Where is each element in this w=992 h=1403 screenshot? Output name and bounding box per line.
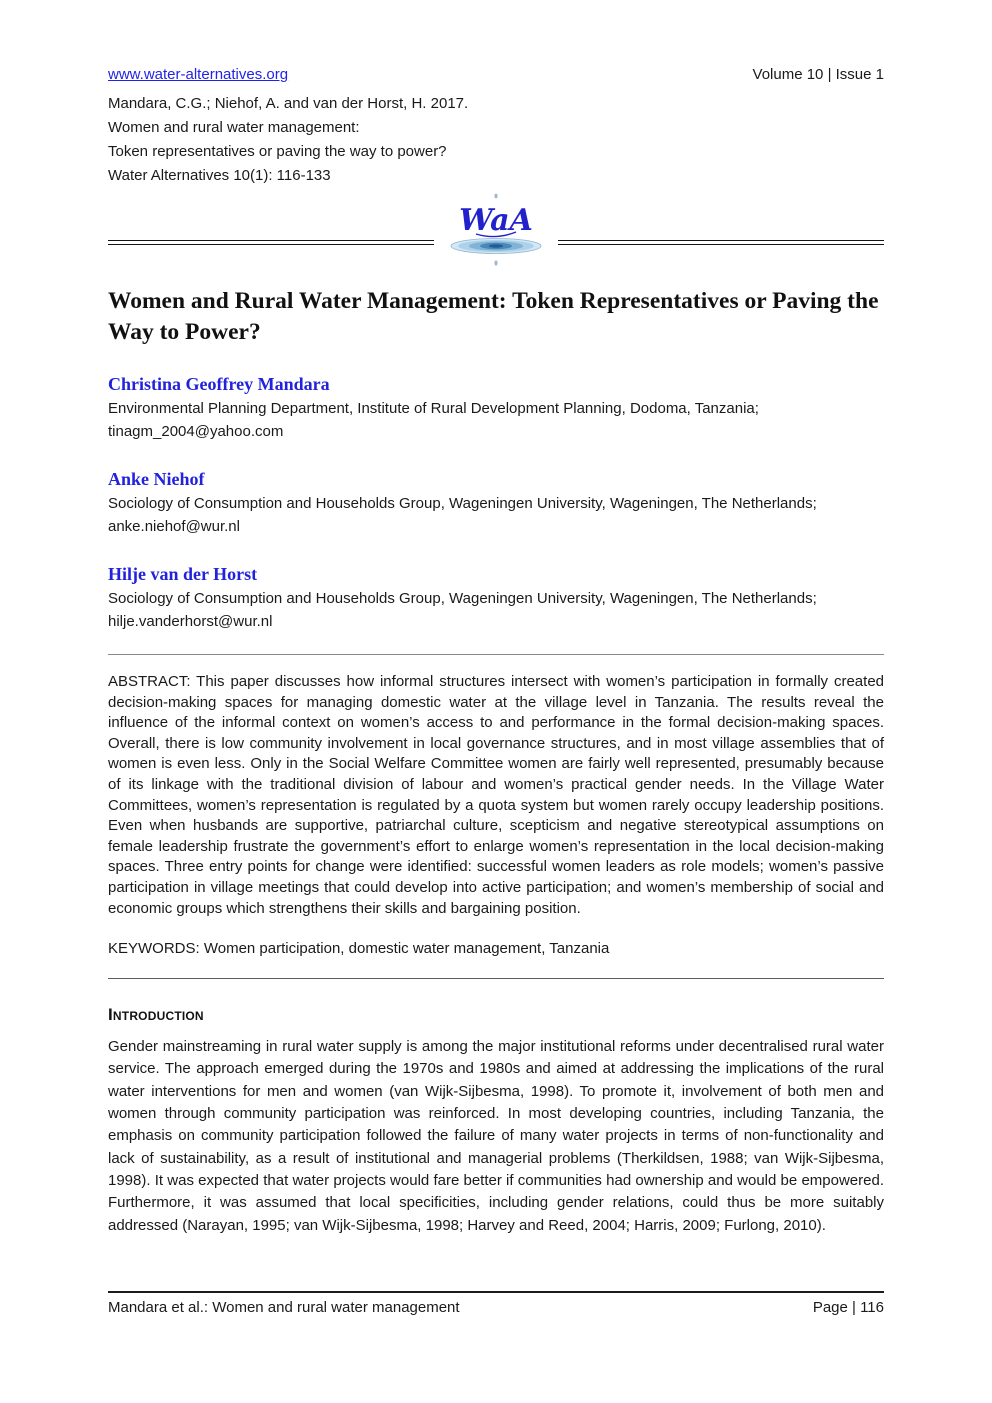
keywords-bottom-divider bbox=[108, 978, 884, 979]
logo-dot-bottom bbox=[494, 260, 497, 265]
article-title: Women and Rural Water Management: Token Representatives or Paving the Way to Power? bbox=[108, 288, 879, 345]
logo-waa-text: WaA bbox=[459, 203, 533, 238]
water-ripple-icon bbox=[451, 239, 541, 254]
citation-line: Mandara, C.G.; Niehof, A. and van der Horst, H. 2017. bbox=[108, 95, 469, 112]
header-rule-left bbox=[108, 240, 434, 245]
abstract-paragraph: ABSTRACT: This paper discusses how informal structures intersect with women’s participation in formally created decision-making spaces for managing domestic water at the village level in Tanzania. The results reveal the influence of the informal context on women’s access to and performance in the formal decision-making spaces. Overall, there is low community involvement in local governance structures, and in most village assemblies that of women is even less. Only in the Social Welfare Committee women are fairly well represented, presumably because of its linkage with the traditional division of labour and women’s practical gender needs. In the Village Water Committees, women’s representation is regulated by a quota system but women rarely occupy leadership positions. Even when husbands are supportive, patriarchal culture, scepticism and negative stereotypical assumptions on female leadership frustrate the government’s effort to enlarge women’s representation in the local decision-making spaces. Three entry points for change were identified: successful women leaders as role models; women’s passive participation in village meetings that could develop into active participation; and women’s membership of social and economic groups which strengthens their skills and bargaining position. bbox=[108, 673, 884, 917]
author-email: tinagm_2004@yahoo.com bbox=[108, 422, 284, 440]
journal-website-link[interactable]: www.water-alternatives.org bbox=[108, 66, 289, 83]
author-name: Anke Niehof bbox=[108, 469, 205, 489]
footer-page-number: Page | 116 bbox=[812, 1299, 884, 1316]
page-footer bbox=[108, 1291, 884, 1318]
citation-line: Women and rural water management: bbox=[108, 119, 360, 136]
citation-line: Water Alternatives 10(1): 116-133 bbox=[108, 167, 331, 184]
author-block bbox=[108, 468, 884, 538]
author-email: anke.niehof@wur.nl bbox=[108, 517, 240, 535]
abstract-top-divider bbox=[108, 654, 884, 655]
citation-block bbox=[108, 92, 884, 188]
footer-running-title: Mandara et al.: Women and rural water management bbox=[108, 1299, 460, 1316]
volume-issue-label: Volume 10 | Issue 1 bbox=[752, 66, 884, 83]
author-affiliation: Sociology of Consumption and Households Group, Wageningen University, Wageningen, The Netherlands; bbox=[108, 495, 817, 512]
section-heading-introduction: Introduction bbox=[108, 1005, 204, 1025]
logo-dot-top bbox=[494, 194, 497, 199]
page-header bbox=[108, 64, 884, 85]
introduction-paragraph: Gender mainstreaming in rural water supply is among the major institutional reforms under decentralised rural water service. The approach emerged during the 1970s and 1980s and aimed at addressing the implications of the rural water interventions for men and women (van Wijk-Sijbesma, 1998). To promote it, involvement of both men and women through community participation was reinforced. In most developing countries, including Tanzania, the emphasis on community participation followed the failure of many water projects in terms of non-functionality and lack of sustainability, as a result of institutional and managerial problems (Therkildsen, 1988; van Wijk-Sijbesma, 1998). It was expected that water projects would fare better if communities had ownership and would be empowered. Furthermore, it was assumed that local specificities, including gender relations, could thus be more suitably addressed (Narayan, 1995; van Wijk-Sijbesma, 1998; Harvey and Reed, 2004; Harris, 2009; Furlong, 2010). bbox=[108, 1038, 884, 1234]
header-rule-right bbox=[558, 240, 884, 245]
keywords-line: KEYWORDS: Women participation, domestic water management, Tanzania bbox=[108, 940, 610, 958]
author-block bbox=[108, 563, 884, 633]
author-block bbox=[108, 373, 884, 443]
author-name: Hilje van der Horst bbox=[108, 564, 258, 584]
author-affiliation: Sociology of Consumption and Households Group, Wageningen University, Wageningen, The Netherlands; bbox=[108, 590, 817, 607]
author-email: hilje.vanderhorst@wur.nl bbox=[108, 612, 273, 630]
citation-line: Token representatives or paving the way to power? bbox=[108, 143, 447, 160]
water-alternatives-logo bbox=[438, 192, 554, 270]
author-affiliation: Environmental Planning Department, Institute of Rural Development Planning, Dodoma, Tanzania; bbox=[108, 400, 759, 417]
author-name: Christina Geoffrey Mandara bbox=[108, 374, 330, 394]
logo-band bbox=[108, 200, 884, 270]
